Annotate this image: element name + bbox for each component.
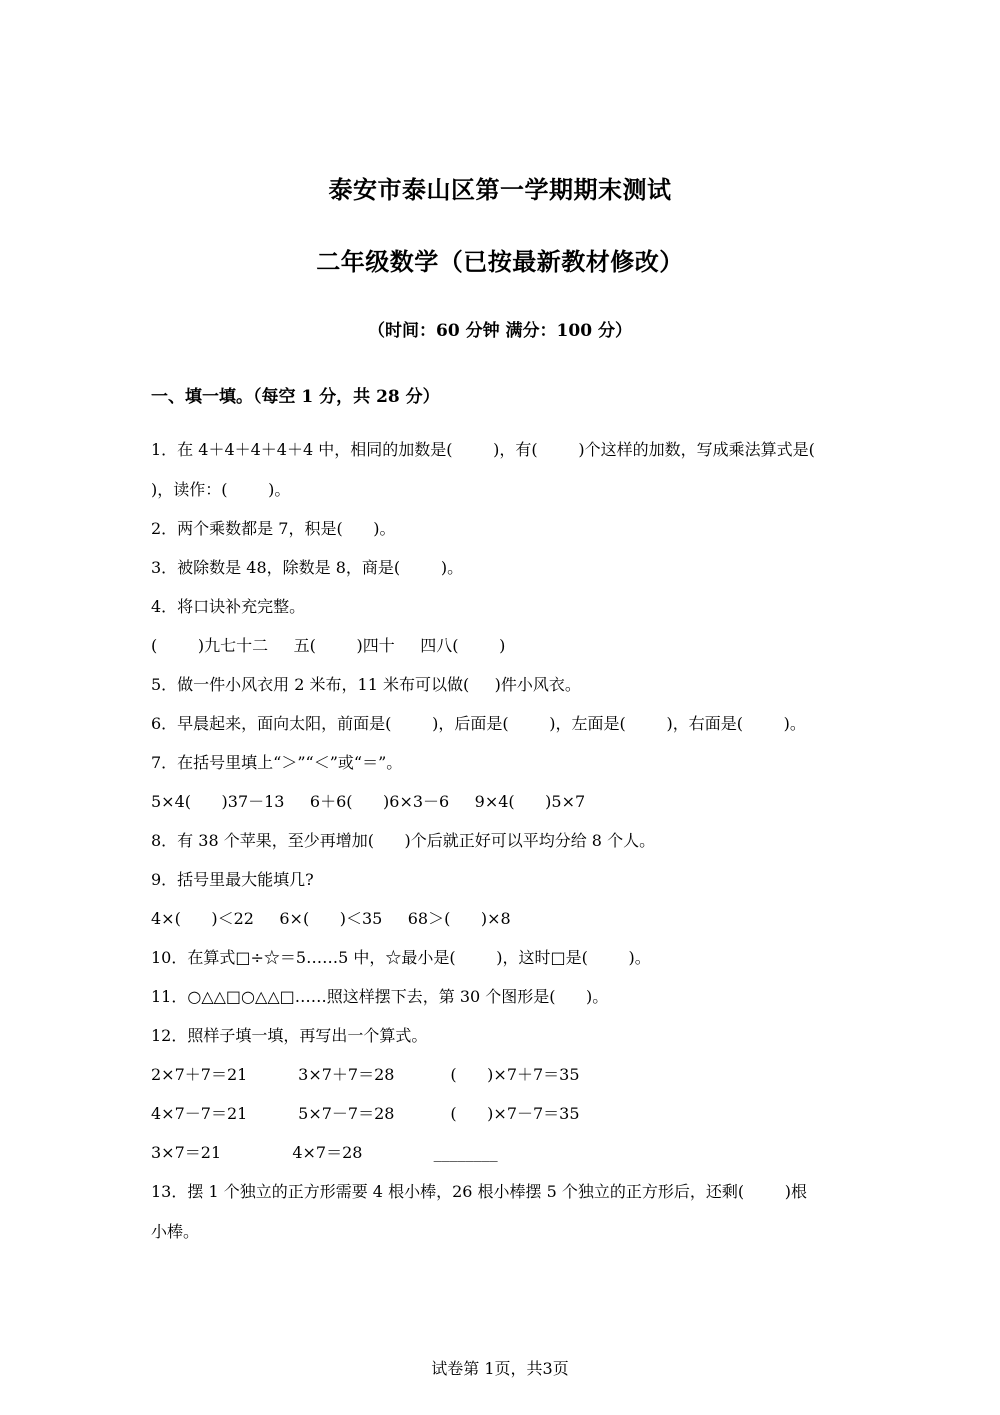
question-line: 4×( )＜22 6×( )＜35 68＞( )×8 (151, 909, 511, 928)
question-line: 5×4( )37－13 6＋6( )6×3－6 9×4( )5×7 (151, 792, 586, 811)
exam-info: （时间：60 分钟 满分：100 分） (368, 321, 632, 341)
question-line: 6．早晨起来，面向太阳，前面是( )，后面是( )，左面是( )，右面是( )。 (151, 714, 806, 733)
question-line: 1．在 4＋4＋4＋4＋4 中，相同的加数是( )，有( )个这样的加数，写成乘法算式是( (151, 440, 815, 459)
question-line: 13．摆 1 个独立的正方形需要 4 根小棒，26 根小棒摆 5 个独立的正方形后，还剩( )根 (151, 1182, 808, 1201)
question-line: 4．将口诀补充完整。 (151, 597, 306, 616)
question-line: ( )九七十二 五( )四十 四八( ) (151, 636, 506, 655)
question-line: 4×7－7＝21 5×7－7＝28 ( )×7－7＝35 (151, 1104, 580, 1123)
page-footer: 试卷第 1页，共3页 (431, 1359, 569, 1378)
question-line: 小棒。 (151, 1222, 200, 1241)
question-line: 2×7＋7＝21 3×7＋7＝28 ( )×7＋7＝35 (151, 1065, 580, 1084)
question-line: 7．在括号里填上“＞”“＜”或“＝”。 (151, 753, 403, 772)
question-line: 11．○△△□○△△□……照这样摆下去，第 30 个图形是( )。 (151, 987, 609, 1006)
question-line: 12．照样子填一填，再写出一个算式。 (151, 1026, 428, 1045)
question-line: 3．被除数是 48，除数是 8，商是( )。 (151, 558, 464, 577)
question-line: 8．有 38 个苹果，至少再增加( )个后就正好可以平均分给 8 个人。 (151, 831, 656, 850)
exam-subtitle: 二年级数学（已按最新教材修改） (316, 248, 684, 276)
question-line: 3×7＝21 4×7＝28 ________ (151, 1143, 498, 1162)
exam-title: 泰安市泰山区第一学期期末测试 (328, 176, 672, 204)
question-line: )，读作：( )。 (151, 480, 291, 499)
section-heading: 一、填一填。（每空 1 分，共 28 分） (151, 387, 440, 407)
question-line: 9．括号里最大能填几? (151, 870, 314, 889)
question-line: 5．做一件小风衣用 2 米布，11 米布可以做( )件小风衣。 (151, 675, 581, 694)
question-line: 2．两个乘数都是 7，积是( )。 (151, 519, 396, 538)
question-line: 10．在算式□÷☆＝5……5 中，☆最小是( )，这时□是( )。 (151, 948, 651, 967)
